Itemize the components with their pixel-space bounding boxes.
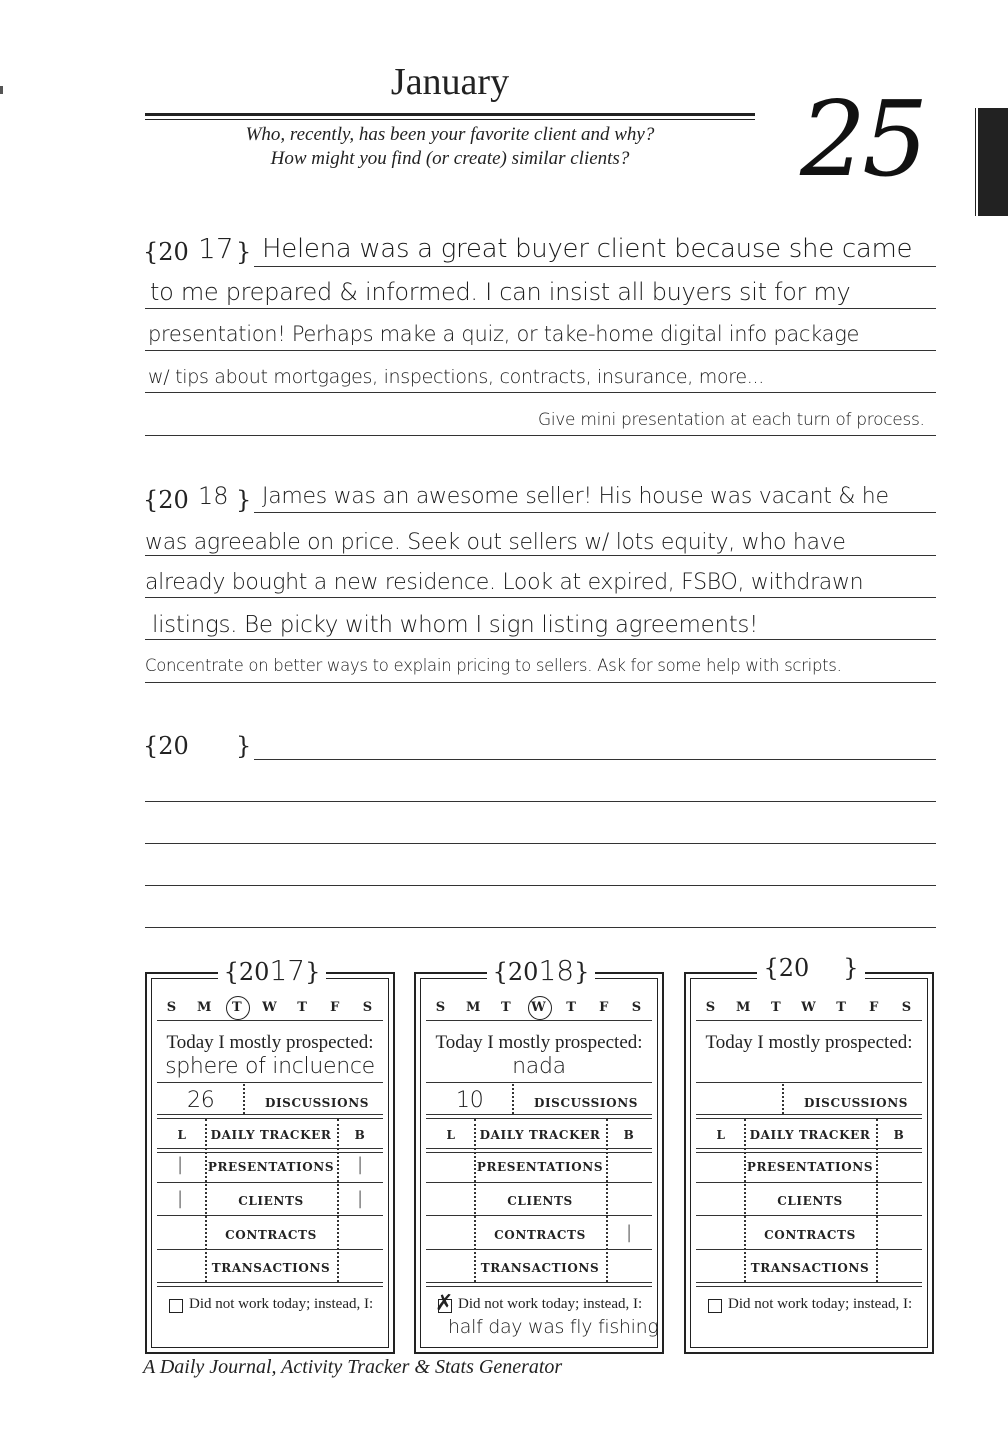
tracker-row-contracts: CONTRACTS xyxy=(494,1228,586,1242)
entry-text-line: to me prepared & informed. I can insist all buyers sit for my xyxy=(150,278,851,306)
card-year-close: } xyxy=(843,954,859,982)
discussions-label: DISCUSSIONS xyxy=(803,1096,909,1110)
did-not-work-checkbox[interactable] xyxy=(169,1299,183,1313)
card-year xyxy=(147,954,397,987)
did-not-work-label: Did not work today; instead, I: xyxy=(458,1296,643,1312)
weekday-rule xyxy=(426,1020,652,1021)
entry-line xyxy=(145,308,936,309)
weekday-rule xyxy=(157,1020,383,1021)
entry-year-close: } xyxy=(236,486,252,514)
prospected-line xyxy=(696,1082,922,1083)
weekday-thu[interactable]: T xyxy=(566,1000,577,1015)
header-rule-thick xyxy=(145,113,755,116)
weekday-thu[interactable]: T xyxy=(836,1000,847,1015)
tracker-card-2 xyxy=(414,954,664,1354)
weekday-wed[interactable]: W xyxy=(528,1000,550,1015)
discussions-value[interactable]: 26 xyxy=(187,1088,215,1113)
weekday-wed[interactable]: W xyxy=(262,1000,278,1015)
weekday-tue[interactable]: T xyxy=(226,1000,248,1015)
day-number: 25 xyxy=(800,78,925,200)
card-year-prefix: {20 xyxy=(492,958,539,986)
clients-l[interactable]: | xyxy=(177,1188,183,1209)
card-year-close: } xyxy=(574,958,590,986)
prompt-line-1: Who, recently, has been your favorite client and why? xyxy=(245,124,655,145)
tracker-row-rule xyxy=(157,1249,383,1250)
clients-b[interactable]: | xyxy=(357,1188,363,1209)
tracker-header-rule xyxy=(157,1148,383,1153)
tracker-col-divider-right xyxy=(337,1119,339,1282)
weekday-mon[interactable]: M xyxy=(196,1000,213,1015)
entry-line xyxy=(145,843,936,844)
weekday-fri[interactable]: F xyxy=(330,1000,341,1015)
entry-line xyxy=(145,555,936,556)
tracker-row-rule xyxy=(426,1249,652,1250)
page-edge-mark xyxy=(0,86,3,94)
tracker-card-3 xyxy=(684,954,934,1354)
card-year xyxy=(686,954,936,982)
entry-line xyxy=(145,885,936,886)
tracker-row-presentations: PRESENTATIONS xyxy=(476,1160,604,1174)
tracker-row-clients: CLIENTS xyxy=(777,1194,843,1208)
col-b-header: B xyxy=(623,1128,635,1142)
prompt-line-2: How might you find (or create) similar clients? xyxy=(270,148,630,169)
col-b-header: B xyxy=(893,1128,905,1142)
tracker-footer-rule xyxy=(426,1282,652,1287)
prospected-label: Today I mostly prospected: xyxy=(435,1032,643,1053)
tracker-col-divider-right xyxy=(876,1119,878,1282)
col-l-header: L xyxy=(446,1128,456,1142)
tracker-header-rule xyxy=(426,1148,652,1153)
check-mark-icon: ✗ xyxy=(435,1291,454,1316)
header-rule-thin xyxy=(145,119,755,120)
weekday-tue[interactable]: T xyxy=(770,1000,782,1015)
discussions-divider xyxy=(782,1084,784,1114)
entry-line xyxy=(145,597,936,598)
weekday-sun[interactable]: S xyxy=(166,1000,178,1015)
entry-line xyxy=(254,266,936,267)
tracker-row-rule xyxy=(157,1215,383,1216)
entry-text-line: Concentrate on better ways to explain pricing to sellers. Ask for some help with scripts. xyxy=(145,656,842,675)
entry-year-prefix: {20 xyxy=(143,238,189,266)
card-year xyxy=(416,954,666,987)
entry-text-line: was agreeable on price. Seek out sellers w/ lots equity, who have xyxy=(145,530,846,555)
discussions-value[interactable]: 10 xyxy=(456,1088,484,1113)
weekday-mon[interactable]: M xyxy=(735,1000,752,1015)
tracker-row-contracts: CONTRACTS xyxy=(764,1228,856,1242)
tracker-col-divider-right xyxy=(606,1119,608,1282)
prospected-value[interactable]: sphere of incluence xyxy=(165,1054,375,1079)
weekday-wed[interactable]: W xyxy=(801,1000,817,1015)
did-not-work-checkbox[interactable] xyxy=(708,1299,722,1313)
discussions-label: DISCUSSIONS xyxy=(264,1096,370,1110)
entry-line xyxy=(145,350,936,351)
contracts-b[interactable]: | xyxy=(626,1222,632,1243)
weekday-sun[interactable]: S xyxy=(435,1000,447,1015)
weekday-selector xyxy=(430,1000,648,1015)
entry-year-close: } xyxy=(236,238,252,266)
card-year-prefix: {20 xyxy=(763,954,810,982)
tracker-row-contracts: CONTRACTS xyxy=(225,1228,317,1242)
daily-tracker-header: DAILY TRACKER xyxy=(749,1128,871,1142)
weekday-mon[interactable]: M xyxy=(465,1000,482,1015)
entry-line xyxy=(145,682,936,683)
entry-text-line: presentation! Perhaps make a quiz, or take-home digital info package xyxy=(148,322,860,346)
discussions-rule xyxy=(157,1114,383,1119)
tracker-row-transactions: TRANSACTIONS xyxy=(480,1261,600,1275)
tracker-row-clients: CLIENTS xyxy=(507,1194,573,1208)
month-title: January xyxy=(390,61,510,103)
col-b-header: B xyxy=(354,1128,366,1142)
did-not-work-label: Did not work today; instead, I: xyxy=(189,1296,374,1312)
entry-year-suffix: 17 xyxy=(198,232,234,265)
col-l-header: L xyxy=(716,1128,726,1142)
tracker-footer-rule xyxy=(157,1282,383,1287)
card-year-close: } xyxy=(305,958,321,986)
entry-line xyxy=(145,801,936,802)
weekday-thu[interactable]: T xyxy=(297,1000,308,1015)
weekday-fri[interactable]: F xyxy=(869,1000,880,1015)
entry-text-line: James was an awesome seller! His house was vacant & he xyxy=(262,484,889,509)
tracker-row-transactions: TRANSACTIONS xyxy=(211,1261,331,1275)
card-year-suffix: 18 xyxy=(538,954,575,987)
discussions-divider xyxy=(243,1084,245,1114)
instead-value[interactable]: half day was fly fishing xyxy=(448,1316,659,1338)
entry-text-line: listings. Be picky with whom I sign listing agreements! xyxy=(152,612,759,638)
prospected-line xyxy=(157,1082,383,1083)
tracker-row-rule xyxy=(696,1182,922,1183)
prospected-value[interactable]: nada xyxy=(512,1054,566,1079)
entry-line xyxy=(145,392,936,393)
card-year-prefix: {20 xyxy=(223,958,270,986)
entry-year-prefix: {20 xyxy=(143,486,189,514)
entry-line xyxy=(254,759,936,760)
entry-year-suffix: 18 xyxy=(198,482,229,510)
weekday-sat[interactable]: S xyxy=(631,1000,643,1015)
daily-tracker-header: DAILY TRACKER xyxy=(210,1128,332,1142)
presentations-b[interactable]: | xyxy=(357,1154,363,1175)
weekday-selector xyxy=(161,1000,379,1015)
page-tab-edge xyxy=(975,108,976,216)
entry-line xyxy=(145,927,936,928)
tracker-row-rule xyxy=(157,1182,383,1183)
tracker-header-rule xyxy=(696,1148,922,1153)
discussions-divider xyxy=(512,1084,514,1114)
prospected-label: Today I mostly prospected: xyxy=(166,1032,374,1053)
tracker-card-1 xyxy=(145,954,395,1354)
entry-year-close: } xyxy=(236,732,252,760)
discussions-rule xyxy=(696,1114,922,1119)
tracker-row-transactions: TRANSACTIONS xyxy=(750,1261,870,1275)
did-not-work-label: Did not work today; instead, I: xyxy=(728,1296,913,1312)
weekday-sat[interactable]: S xyxy=(362,1000,374,1015)
discussions-rule xyxy=(426,1114,652,1119)
weekday-sun[interactable]: S xyxy=(705,1000,717,1015)
tracker-row-rule xyxy=(426,1182,652,1183)
tracker-row-presentations: PRESENTATIONS xyxy=(746,1160,874,1174)
prospected-label: Today I mostly prospected: xyxy=(705,1032,913,1053)
card-year-suffix: 17 xyxy=(269,954,306,987)
entry-line xyxy=(145,435,936,436)
col-l-header: L xyxy=(177,1128,187,1142)
weekday-tue[interactable]: T xyxy=(500,1000,512,1015)
entry-line xyxy=(254,512,936,513)
tracker-row-clients: CLIENTS xyxy=(238,1194,304,1208)
entry-year-prefix: {20 xyxy=(143,732,189,760)
tracker-footer-rule xyxy=(696,1282,922,1287)
tracker-row-presentations: PRESENTATIONS xyxy=(207,1160,335,1174)
presentations-l[interactable]: | xyxy=(177,1154,183,1175)
daily-tracker-header: DAILY TRACKER xyxy=(479,1128,601,1142)
weekday-sat[interactable]: S xyxy=(901,1000,913,1015)
tracker-row-rule xyxy=(696,1215,922,1216)
weekday-rule xyxy=(696,1020,922,1021)
book-footer: A Daily Journal, Activity Tracker & Stats Generator xyxy=(143,1356,563,1378)
discussions-label: DISCUSSIONS xyxy=(533,1096,639,1110)
entry-text-line: w/ tips about mortgages, inspections, contracts, insurance, more... xyxy=(148,366,764,388)
prospected-line xyxy=(426,1082,652,1083)
tracker-row-rule xyxy=(426,1215,652,1216)
entry-text-line: already bought a new residence. Look at expired, FSBO, withdrawn xyxy=(145,570,864,595)
entry-text-line: Helena was a great buyer client because she came xyxy=(262,234,913,264)
page-tab xyxy=(978,108,1008,216)
entry-line xyxy=(145,639,936,640)
entry-text-line: Give mini presentation at each turn of process. xyxy=(538,410,925,430)
tracker-row-rule xyxy=(696,1249,922,1250)
weekday-fri[interactable]: F xyxy=(599,1000,610,1015)
weekday-selector xyxy=(700,1000,918,1015)
